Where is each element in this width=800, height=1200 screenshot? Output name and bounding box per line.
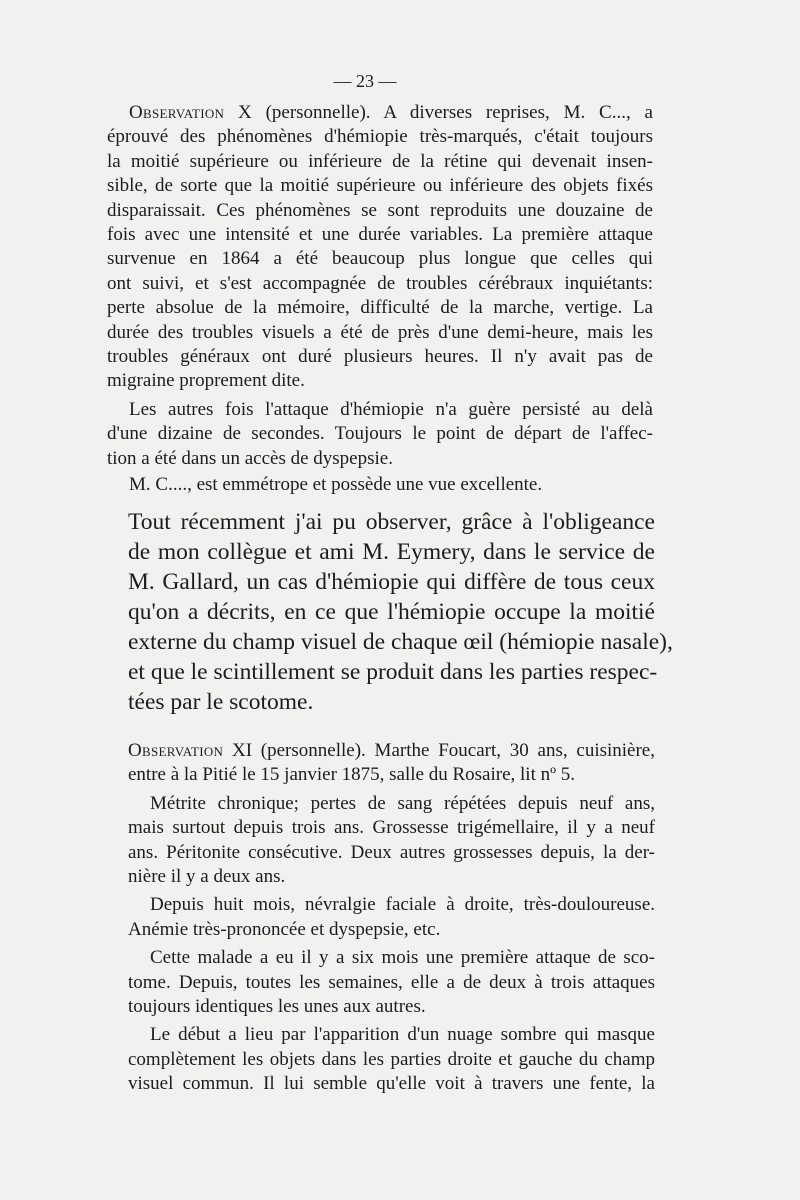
obs-x-line: perte absolue de la mémoire, difficulté de la marche, vertige. La	[107, 297, 653, 319]
obs-x-line: ont suivi, et s'est accompagnée de troubles cérébraux inquiétants:	[107, 272, 653, 294]
obs-x-line: la moitié supérieure ou inférieure de la rétine qui devenait insen-	[107, 150, 653, 172]
obs-x-line: fois avec une intensité et une durée variables. La première attaque	[107, 224, 653, 246]
obs-x-line: éprouvé des phénomènes d'hémiopie très-marqués, c'était toujours	[107, 126, 653, 148]
obs-x-para2-line: d'une dizaine de secondes. Toujours le point de départ de l'affec-	[107, 423, 653, 445]
observation-x	[107, 101, 653, 498]
obs-xi-para3-line: Depuis huit mois, névralgie faciale à droite, très-douloureuse.	[150, 894, 655, 916]
obs-x-para2-line: Les autres fois l'attaque d'hémiopie n'a guère persisté au delà	[129, 398, 653, 420]
obs-xi-para2-line: Métrite chronique; pertes de sang répétées depuis neuf ans,	[150, 792, 655, 814]
page-number: — 23 —	[333, 71, 397, 91]
obs-xi-line: entre à la Pitié le 15 janvier 1875, salle du Rosaire, lit nº 5.	[128, 764, 576, 786]
obs-xi-para3-line: Anémie très-prononcée et dyspepsie, etc.	[128, 918, 441, 940]
obs-x-heading: Observation	[129, 102, 225, 123]
obs-x-line: troubles généraux ont duré plusieurs heures. Il n'y avait pas de	[107, 346, 653, 368]
obs-xi-para5-line: Le début a lieu par l'apparition d'un nuage sombre qui masque	[150, 1024, 655, 1046]
obs-xi-para4-line: Cette malade a eu il y a six mois une première attaque de sco-	[150, 947, 655, 969]
main-line: qu'on a décrits, en ce que l'hémiopie occupe la moitié	[128, 599, 655, 625]
main-line: M. Gallard, un cas d'hémiopie qui diffère de tous ceux	[128, 569, 655, 595]
obs-xi-para2-line: nière il y a deux ans.	[128, 866, 286, 888]
obs-xi-para4-line: tome. Depuis, toutes les semaines, elle a de deux à trois attaques	[128, 971, 655, 993]
main-line: et que le scintillement se produit dans les parties respec-	[128, 659, 658, 685]
obs-xi-para5-line: visuel commun. Il lui semble qu'elle voit à travers une fente, la	[128, 1073, 655, 1095]
obs-x-line: disparaissait. Ces phénomènes se sont reproduits une douzaine de	[107, 199, 653, 221]
obs-xi-heading: Observation	[128, 740, 224, 761]
main-line: Tout récemment j'ai pu observer, grâce à l'obligeance	[128, 509, 655, 535]
observation-xi	[128, 739, 655, 1097]
obs-xi-para4-line: toujours identiques les unes aux autres.	[128, 996, 426, 1018]
main-line: tées par le scotome.	[128, 689, 314, 715]
obs-x-line: survenue en 1864 a été beaucoup plus longue que celles qui	[107, 248, 653, 270]
obs-xi-para2-line: ans. Péritonite consécutive. Deux autres grossesses depuis, la der-	[128, 841, 655, 863]
main-line: de mon collègue et ami M. Eymery, dans le service de	[128, 539, 655, 565]
obs-x-line: migraine proprement dite.	[107, 370, 305, 392]
obs-x-para3: M. C...., est emmétrope et possède une vue excellente.	[129, 474, 543, 496]
obs-xi-line: Observation XI (personnelle). Marthe Foucart, 30 ans, cuisinière,	[128, 740, 655, 761]
obs-x-line: Observation X (personnelle). A diverses reprises, M. C..., a	[107, 101, 653, 125]
main-paragraph	[128, 507, 673, 717]
obs-x-line: sible, de sorte que la moitié supérieure ou inférieure des objets fixés	[107, 175, 653, 197]
main-line: externe du champ visuel de chaque œil (hémiopie nasale),	[128, 629, 673, 655]
obs-x-para2-line: tion a été dans un accès de dyspepsie.	[107, 447, 393, 469]
obs-xi-para2-line: mais surtout depuis trois ans. Grossesse trigémellaire, il y a neuf	[128, 817, 655, 839]
obs-xi-para5-line: complètement les objets dans les parties droite et gauche du champ	[128, 1048, 655, 1070]
obs-x-line: durée des troubles visuels a été de près d'une demi-heure, mais les	[107, 321, 653, 343]
